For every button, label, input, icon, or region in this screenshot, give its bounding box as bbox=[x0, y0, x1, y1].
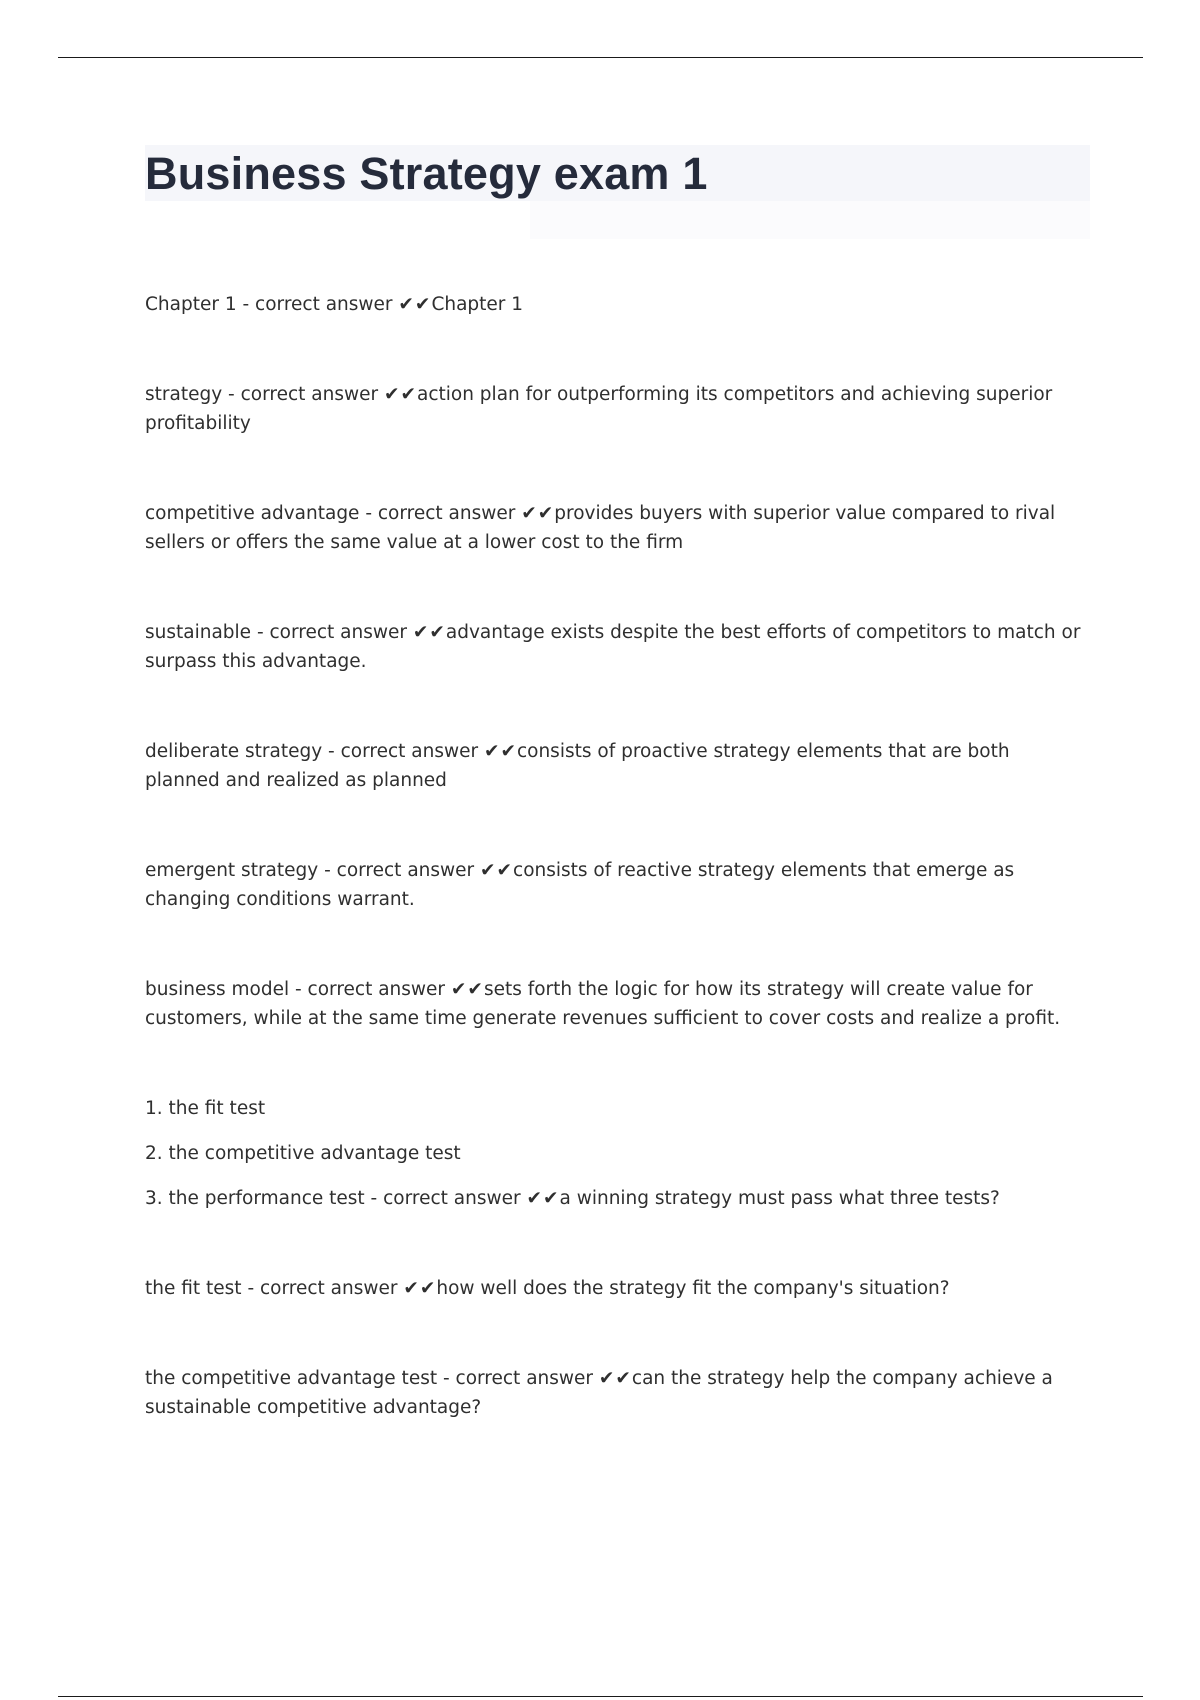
card-term: business model bbox=[145, 979, 290, 1000]
double-check-icon: ✔✔ bbox=[480, 860, 514, 881]
list-line bbox=[145, 1184, 1085, 1213]
double-check-icon: ✔✔ bbox=[598, 1368, 632, 1389]
double-check-icon: ✔✔ bbox=[383, 384, 417, 405]
flashcard-item-list bbox=[145, 1094, 1085, 1213]
card-answer: action plan for outperforming its competitors and achieving superior profitability bbox=[145, 384, 1053, 434]
double-check-icon: ✔✔ bbox=[403, 1278, 437, 1299]
card-separator: - correct answer bbox=[289, 979, 451, 1000]
flashcard-item bbox=[145, 1274, 1085, 1303]
card-term: 3. the performance test bbox=[145, 1188, 365, 1209]
card-answer: a winning strategy must pass what three tests? bbox=[559, 1188, 1000, 1209]
card-separator: - correct answer bbox=[241, 1278, 404, 1299]
page-title: Business Strategy exam 1 bbox=[145, 148, 708, 199]
card-answer: can the strategy help the company achieve a sustainable competitive advantage? bbox=[145, 1368, 1053, 1418]
flashcard-item bbox=[145, 856, 1085, 914]
card-answer: how well does the strategy fit the company's situation? bbox=[436, 1278, 950, 1299]
card-separator: - correct answer bbox=[359, 503, 522, 524]
flashcard-item bbox=[145, 499, 1085, 557]
card-answer: Chapter 1 bbox=[431, 294, 524, 315]
double-check-icon: ✔✔ bbox=[412, 622, 446, 643]
card-answer: provides buyers with superior value compared to rival sellers or offers the same value at a lower cost to the firm bbox=[145, 503, 1056, 553]
flashcard-item bbox=[145, 290, 1085, 319]
list-line: 1. the fit test bbox=[145, 1098, 266, 1119]
double-check-icon: ✔✔ bbox=[526, 1188, 560, 1209]
card-term: Chapter 1 bbox=[145, 294, 237, 315]
card-term: competitive advantage bbox=[145, 503, 360, 524]
list-line: 2. the competitive advantage test bbox=[145, 1143, 461, 1164]
card-answer: sets forth the logic for how its strategy will create value for customers, while at the same time generate revenues sufficient to cover costs and realize a profit. bbox=[145, 979, 1061, 1029]
card-separator: - correct answer bbox=[222, 384, 384, 405]
card-answer: advantage exists despite the best efforts of competitors to match or surpass this advantage. bbox=[145, 622, 1081, 672]
card-term: strategy bbox=[145, 384, 223, 405]
flashcard-list bbox=[145, 290, 1085, 1483]
top-divider bbox=[58, 57, 1143, 58]
card-term: sustainable bbox=[145, 622, 252, 643]
card-separator: - correct answer bbox=[364, 1188, 527, 1209]
flashcard-item bbox=[145, 1364, 1085, 1422]
double-check-icon: ✔✔ bbox=[450, 979, 484, 1000]
title-highlight-shadow bbox=[530, 201, 1090, 239]
flashcard-item bbox=[145, 737, 1085, 795]
flashcard-item bbox=[145, 618, 1085, 676]
card-separator: - correct answer bbox=[236, 294, 399, 315]
flashcard-item bbox=[145, 380, 1085, 438]
card-term: deliberate strategy bbox=[145, 741, 323, 762]
card-separator: - correct answer bbox=[251, 622, 413, 643]
card-separator: - correct answer bbox=[437, 1368, 599, 1389]
card-answer: consists of proactive strategy elements that are both planned and realized as planned bbox=[145, 741, 1010, 791]
bottom-divider bbox=[58, 1696, 1143, 1697]
flashcard-item bbox=[145, 975, 1085, 1033]
card-term: the competitive advantage test bbox=[145, 1368, 438, 1389]
double-check-icon: ✔✔ bbox=[521, 503, 555, 524]
card-term: the fit test bbox=[145, 1278, 242, 1299]
card-answer: consists of reactive strategy elements that emerge as changing conditions warrant. bbox=[145, 860, 1015, 910]
card-separator: - correct answer bbox=[318, 860, 481, 881]
card-term: emergent strategy bbox=[145, 860, 319, 881]
double-check-icon: ✔✔ bbox=[483, 741, 517, 762]
card-separator: - correct answer bbox=[322, 741, 484, 762]
double-check-icon: ✔✔ bbox=[398, 294, 432, 315]
